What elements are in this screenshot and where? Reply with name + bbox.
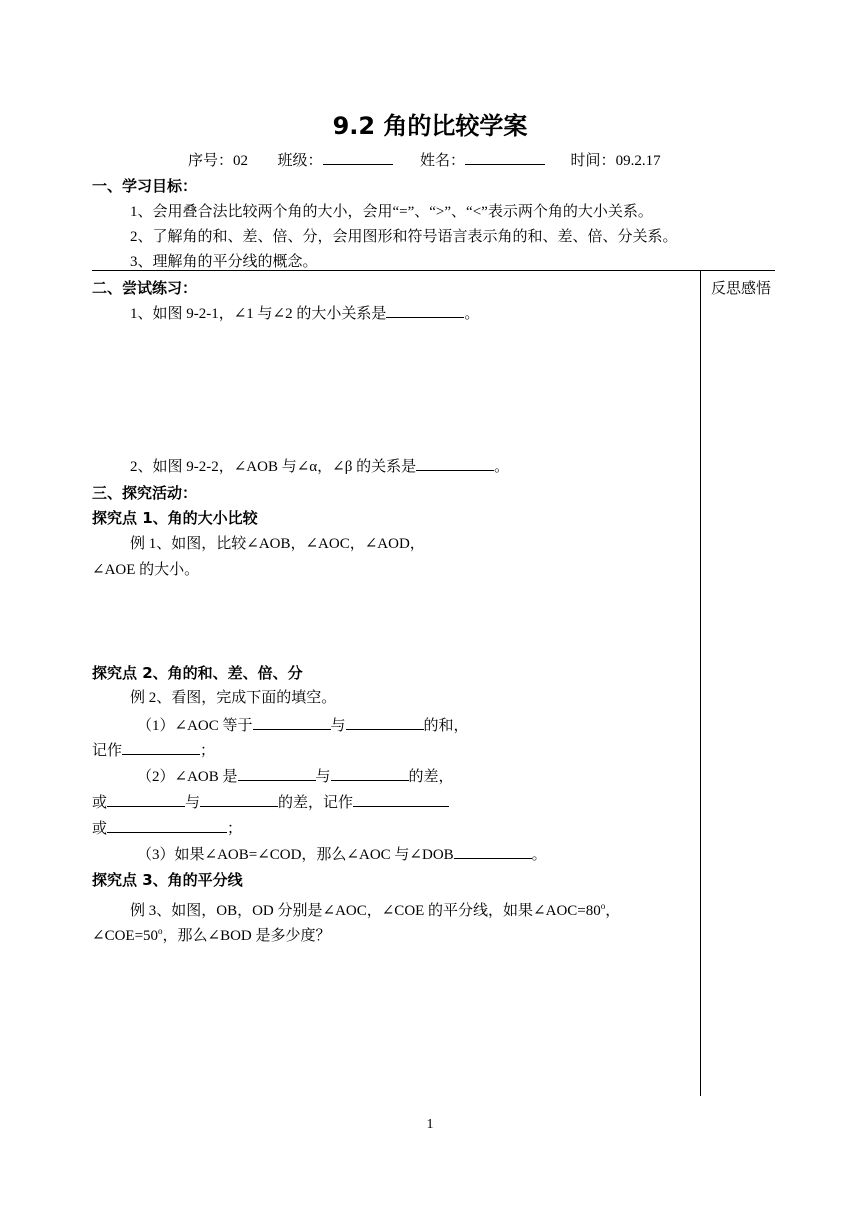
question-1 [130, 302, 479, 325]
header-info [188, 149, 661, 172]
blank-3a[interactable] [238, 765, 316, 781]
example3-line1 [130, 895, 620, 922]
fill-line-1-c: 的和， [423, 718, 469, 734]
goal-item-1: 1、会用叠合法比较两个角的大小，会用“=”、“>”、“<”表示两个角的大小关系。 [130, 204, 653, 220]
blank-3b[interactable] [331, 765, 409, 781]
point3-heading: 探究点 3、角的平分线 [92, 871, 243, 889]
blank-6[interactable] [454, 843, 532, 859]
example3-line2-a: ∠COE=50 [92, 928, 159, 944]
name-blank[interactable] [465, 149, 545, 165]
reflection-label: 反思感悟 [711, 281, 772, 297]
blank-4b[interactable] [200, 791, 278, 807]
time-value: 09.2.17 [615, 153, 661, 169]
class-label: 班级： [277, 153, 323, 169]
class-blank[interactable] [323, 149, 393, 165]
example1-line2: ∠AOE 的大小。 [92, 562, 200, 578]
table-top-border [92, 270, 775, 271]
fill-line-1 [137, 714, 469, 737]
fill-line-2-b: ； [200, 743, 216, 759]
blank-2[interactable] [122, 739, 200, 755]
example3-line2 [92, 920, 331, 947]
degree-mark-2: o [158, 926, 163, 936]
question-2-suffix: 。 [494, 459, 510, 475]
fill-line-5 [92, 817, 242, 840]
fill-line-3 [137, 765, 454, 788]
time-label: 时间： [570, 153, 616, 169]
fill-line-6-b: 。 [531, 847, 547, 863]
blank-4c[interactable] [353, 791, 449, 807]
section2-heading: 二、尝试练习： [92, 279, 198, 297]
example2-intro: 例 2、看图，完成下面的填空。 [130, 690, 337, 706]
fill-line-5-b: ； [227, 821, 243, 837]
fill-line-2-a: 记作 [92, 743, 123, 759]
name-label: 姓名： [420, 153, 466, 169]
example3-line1-a: 例 3、如图，OB，OD 分别是∠AOC，∠COE 的平分线，如果∠AOC=80 [130, 903, 601, 919]
blank-1b[interactable] [346, 714, 424, 730]
blank-1a[interactable] [253, 714, 331, 730]
question-2-text: 2、如图 9-2-2，∠AOB 与∠α，∠β 的关系是 [130, 459, 417, 475]
fill-line-4-a: 或 [92, 795, 108, 811]
section1-heading: 一、学习目标： [92, 177, 198, 195]
section3-heading: 三、探究活动： [92, 484, 198, 502]
page-number: 1 [426, 1117, 434, 1132]
question-2-blank[interactable] [416, 455, 494, 471]
table-divider [700, 270, 701, 1096]
fill-line-6 [137, 843, 547, 866]
fill-line-4-b: 与 [185, 795, 201, 811]
example3-line2-b: ，那么∠BOD 是多少度？ [162, 928, 331, 944]
serial-label: 序号： [188, 153, 234, 169]
example1-line1: 例 1、如图，比较∠AOB，∠AOC，∠AOD， [130, 536, 425, 552]
fill-line-5-a: 或 [92, 821, 108, 837]
blank-5[interactable] [107, 817, 227, 833]
point1-heading: 探究点 1、角的大小比较 [92, 509, 258, 527]
point2-heading: 探究点 2、角的和、差、倍、分 [92, 664, 303, 682]
fill-line-3-b: 与 [315, 769, 331, 785]
fill-line-2 [92, 739, 215, 762]
fill-line-4-c: 的差，记作 [278, 795, 354, 811]
question-1-suffix: 。 [464, 306, 480, 322]
fill-line-3-a: （2）∠AOB 是 [137, 769, 238, 785]
question-2 [130, 455, 509, 478]
goal-item-2: 2、了解角的和、差、倍、分，会用图形和符号语言表示角的和、差、倍、分关系。 [130, 229, 678, 245]
question-1-blank[interactable] [386, 302, 464, 318]
fill-line-3-c: 的差， [408, 769, 454, 785]
goal-item-3: 3、理解角的平分线的概念。 [130, 254, 318, 270]
degree-mark-1: o [600, 901, 606, 911]
serial-value: 02 [233, 153, 249, 169]
page-title: 9.2 角的比较学案 [332, 112, 528, 140]
fill-line-4 [92, 791, 449, 814]
question-1-text: 1、如图 9-2-1，∠1 与∠2 的大小关系是 [130, 306, 387, 322]
fill-line-1-a: （1）∠AOC 等于 [137, 718, 253, 734]
fill-line-6-a: （3）如果∠AOB=∠COD，那么∠AOC 与∠DOB [137, 847, 454, 863]
blank-4a[interactable] [107, 791, 185, 807]
fill-line-1-b: 与 [330, 718, 346, 734]
example3-line1-b: ， [605, 903, 621, 919]
